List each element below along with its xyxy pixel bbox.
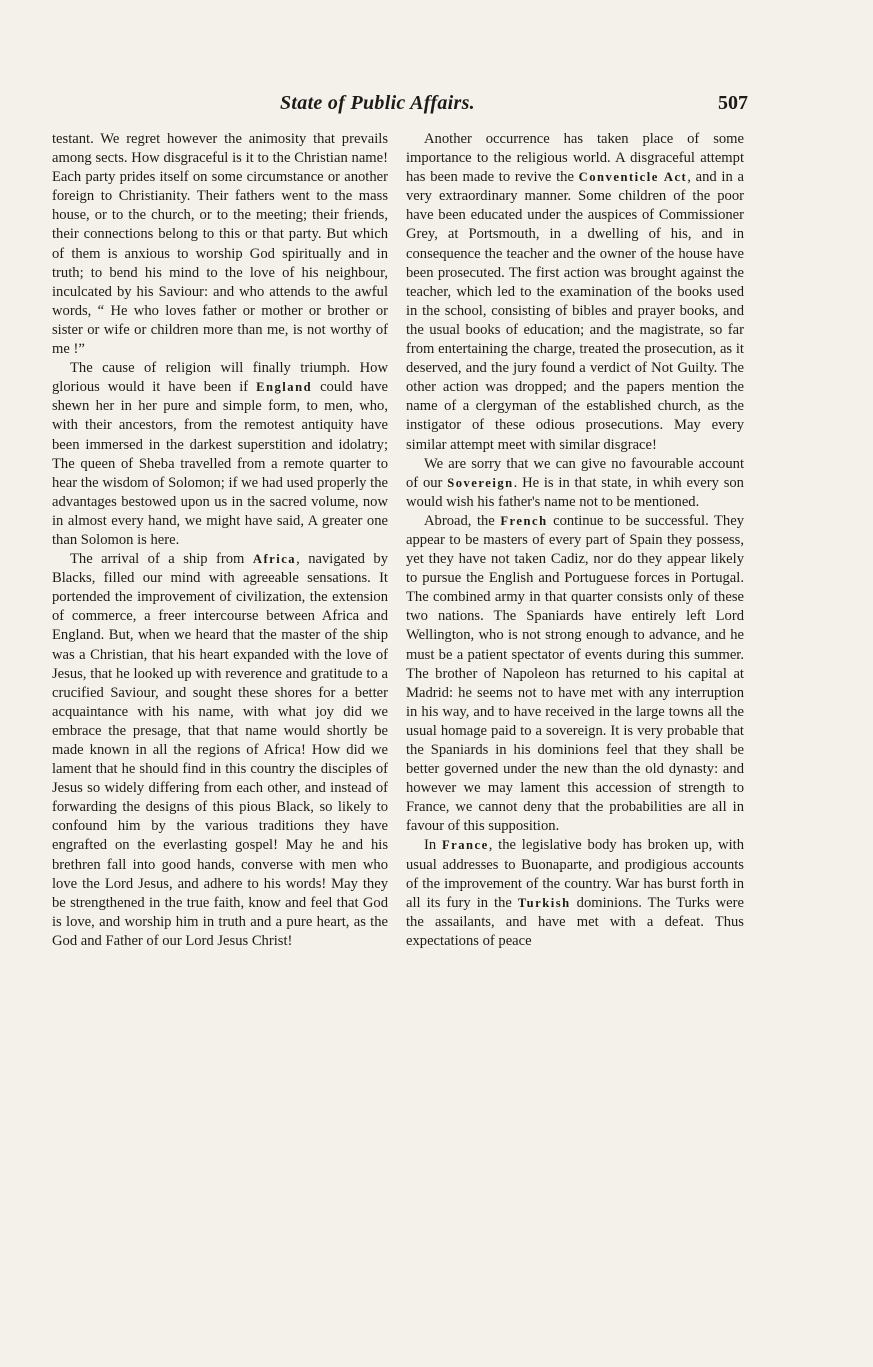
page-number: 507 bbox=[718, 92, 748, 114]
small-caps-france: France bbox=[441, 838, 489, 853]
paragraph-text: could have shewn her in her pure and simple form, to men, who, with their ancestors, from the remotest antiquity have been immersed in the darkest superstition and idolatry; The queen of Sheba travelled from a remote quarter to hear the wisdom of Solomon; if we had used properly the advantages bestowed upon us in the sacred volume, now in almost every hand, we might have said, A greater one than Solomon is here. bbox=[52, 379, 388, 548]
paragraph-france-legislature bbox=[406, 836, 744, 951]
running-title: State of Public Affairs. bbox=[280, 92, 475, 114]
paragraph-sovereign bbox=[406, 455, 744, 512]
small-caps-sovereign: Sovereign bbox=[447, 475, 514, 490]
paragraph-religion-triumph bbox=[52, 359, 388, 550]
paragraph-text: , navigated by Blacks, filled our mind with agreeable sensations. It portended the improvement of civilization, the extension of commerce, a freer intercourse between Africa and England. But, when we heard that the master of the ship was a Christian, that his heart expanded with the love of Jesus, that he looked up with reverence and gratitude to a crucified Saviour, and sought these shores for a better acquaintance with his name, with what joy did we embrace the presage, that that name would shortly be made known in all the regions of Africa! How did we lament that he should find in this country the disciples of Jesus so widely differing from each other, and instead of forwarding the designs of this pious Black, so likely to confound him by the various traditions they have engrafted on the everlasting gospel! May he and his brethren fall into good hands, converse with men who love the Lord Jesus, and adhere to his words! May they be strengthened in the true faith, know and feel that God is love, and worship him in truth and a pure heart, as the God and Father of our Lord Jesus Christ! bbox=[52, 551, 388, 949]
paragraph-text: . He is in that state, in whih every son would wish his father's name not to be mentioned. bbox=[406, 474, 744, 510]
paragraph-text: Another occurrence has taken place of some importance to the religious world. A disgraceful attempt has been made to revive the bbox=[406, 131, 744, 186]
paragraph-text: The cause of religion will finally triumph. How glorious would it have been if bbox=[52, 360, 388, 396]
right-column bbox=[406, 130, 744, 951]
small-caps-conventicle-act: Conventicle Act bbox=[578, 170, 688, 185]
paragraph-text: , the legislative body has broken up, with usual addresses to Buonaparte, and prodigious accounts of the improvement of the country. War has burst forth in all its fury in the bbox=[406, 837, 744, 911]
paragraph-ship-from-africa bbox=[52, 550, 388, 951]
paragraph-text: continue to be successful. They appear to be masters of every part of Spain they possess, yet they have not taken Cadiz, nor do they appear likely to pursue the English and Portuguese forces in Portugal. The combined army in that quarter consists only of these two nations. The Spaniards have entirely left Lord Wellington, who is not strong enough to advance, and he must be a patient spectator of events during this summer. The brother of Napoleon has returned to his capital at Madrid: he seems not to have met with any interruption in his way, and to have received in the large towns all the usual homage paid to a sovereign. It is very probable that the Spaniards in his dominions feel that they shall be better governed under the new than the old dynasty: and however we may lament this accession of strength to France, we cannot deny that the probabilities are all in favour of this supposition. bbox=[406, 512, 744, 835]
paragraph-sects bbox=[52, 130, 388, 359]
left-column bbox=[52, 130, 388, 951]
small-caps-french: French bbox=[500, 513, 548, 528]
small-caps-africa: Africa bbox=[252, 552, 297, 567]
page-header bbox=[248, 92, 748, 132]
paragraph-text: The arrival of a ship from bbox=[70, 551, 253, 568]
paragraph-text: , and in a very extraordinary manner. Some children of the poor have been educated under the auspices of Commissioner Grey, at Portsmouth, in a dwelling of his, and in consequence the teacher and the owner of the house have been prosecuted. The first action was brought against the teacher, which led to the examination of the books used in the school, consisting of bibles and prayer books, and the usual books of education; and the magistrate, so far from entertaining the charge, treated the prosecution, as it deserved, and the jury found a verdict of Not Guilty. The other action was dropped; and the papers mention the name of a clergyman of the established church, as the instigator of these odious prosecutions. May every similar attempt meet with similar disgrace! bbox=[406, 169, 744, 453]
paragraph-text: dominions. The Turks were the assailants, and have met with a defeat. Thus expectations of peace bbox=[406, 894, 744, 949]
paragraph-text: In bbox=[424, 837, 442, 854]
small-caps-england: England bbox=[256, 380, 313, 395]
paragraph-french-in-spain bbox=[406, 512, 744, 837]
paragraph-text: testant. We regret however the animosity that prevails among sects. How disgraceful is it to the Christian name! Each party prides itself on some circumstance or another foreign to Christianity. Their fathers went to the mass house, or to the church, or to the meeting; their friends, their connections belong to this or that party. But which of them is anxious to worship God spiritually and in truth; to bend his mind to the love of his neighbour, inculcated by his Saviour: and who attends to the awful words, “ He who loves father or mother or brother or sister or wife or children more than me, is not worthy of me !” bbox=[52, 131, 388, 358]
paragraph-text: We are sorry that we can give no favourable account of our bbox=[406, 455, 744, 491]
paragraph-text: Abroad, the bbox=[424, 512, 501, 529]
paragraph-conventicle-act bbox=[406, 130, 744, 455]
small-caps-turkish: Turkish bbox=[517, 895, 571, 910]
